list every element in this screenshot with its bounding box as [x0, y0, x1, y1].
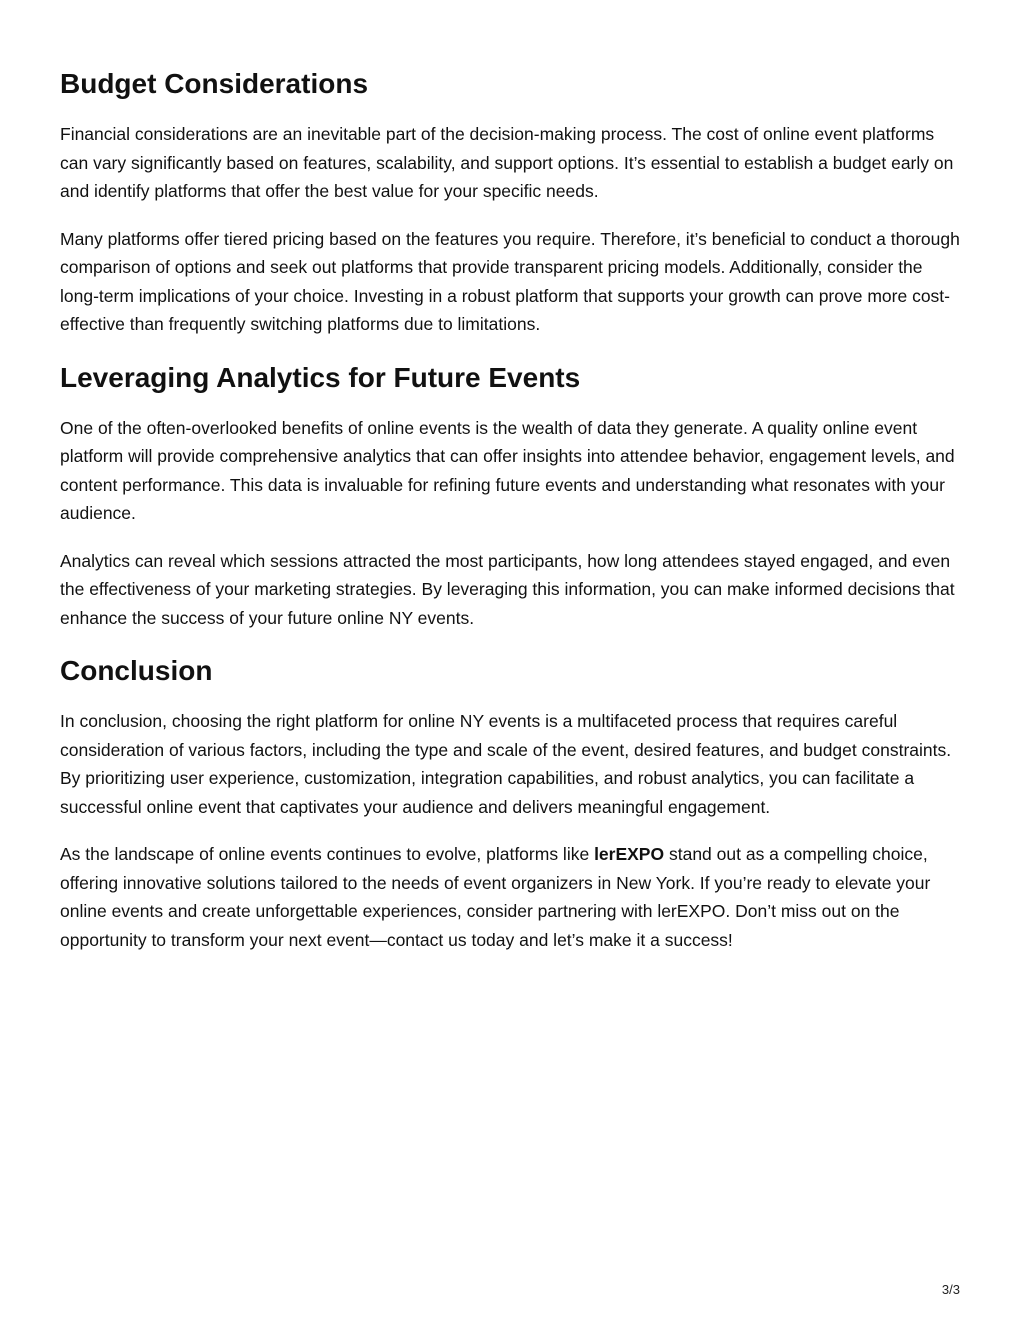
paragraph-final [60, 840, 966, 954]
paragraph: Financial considerations are an inevitable part of the decision-making process. The cost of online event platforms can vary significantly based on features, scalability, and support options. It’s essential to establish a budget early on and identify platforms that offer the best value for your specific needs. [60, 124, 954, 201]
paragraph-final-before: As the landscape of online events continues to evolve, platforms like [60, 844, 595, 864]
page-number: 3/3 [941, 1282, 960, 1297]
section-conclusion [60, 651, 966, 954]
section-budget-considerations [60, 64, 966, 339]
paragraph: Analytics can reveal which sessions attracted the most participants, how long attendees stayed engaged, and even the effectiveness of your marketing strategies. By leveraging this information, you can make informed decisions that enhance the success of your future online NY events. [60, 550, 955, 628]
document-page [60, 64, 966, 973]
paragraph-final-after: stand out as a compelling choice, offering innovative solutions tailored to the needs of event organizers in New York. If you’re ready to elevate your online events and create unforgettable experiences, consider partnering with lerEXPO. Don’t miss out on the opportunity to transform your next event—contact us today and let’s make it a success! [60, 844, 931, 950]
paragraph: In conclusion, choosing the right platform for online NY events is a multifaceted process that requires careful consideration of various factors, including the type and scale of the event, desired features, and budget constraints. By prioritizing user experience, customization, integration capabilities, and robust analytics, you can facilitate a successful online event that captivates your audience and delivers meaningful engagement. [60, 711, 952, 817]
section-heading: Leveraging Analytics for Future Events [60, 361, 581, 393]
section-heading: Conclusion [60, 655, 213, 686]
paragraph: Many platforms offer tiered pricing based on the features you require. Therefore, it’s beneficial to conduct a thorough comparison of options and seek out platforms that provide transparent pricing models. Additionally, consider the long-term implications of your choice. Investing in a robust platform that supports your growth can prove more cost-effective than frequently switching platforms due to limitations. [60, 228, 960, 334]
paragraph: One of the often-overlooked benefits of online events is the wealth of data they generate. A quality online event platform will provide comprehensive analytics that can offer insights into attendee behavior, engagement levels, and content performance. This data is invaluable for refining future events and understanding what resonates with your audience. [60, 417, 955, 523]
section-heading: Budget Considerations [60, 68, 369, 99]
brand-name-bold: lerEXPO [594, 844, 665, 864]
section-leveraging-analytics [60, 358, 966, 633]
